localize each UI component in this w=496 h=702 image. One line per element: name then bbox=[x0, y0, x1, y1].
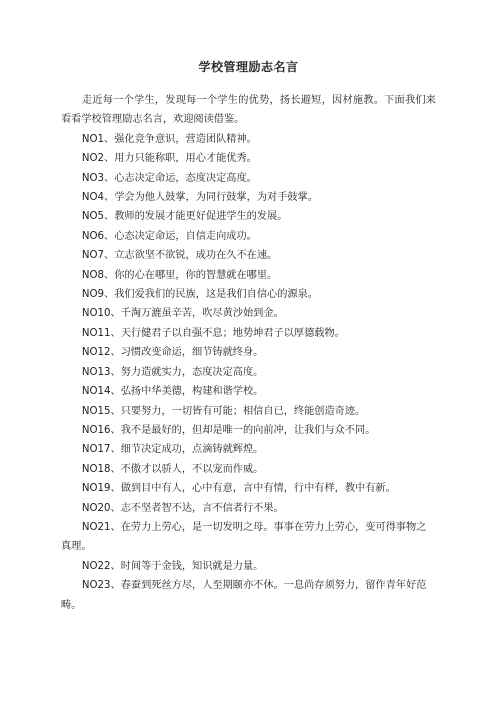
quote-item: NO8、你的心在哪里，你的智慧就在哪里。 bbox=[81, 269, 278, 281]
quote-item: NO4、学会为他人鼓掌，为同行鼓掌，为对手鼓掌。 bbox=[81, 192, 318, 204]
quote-item: NO3、心志决定命运，态度决定高度。 bbox=[81, 172, 257, 184]
quote-item: NO14、弘扬中华美德，构建和谐学校。 bbox=[81, 386, 264, 398]
document-title: 学校管理励志名言 bbox=[198, 60, 299, 74]
quote-item: NO22、时间等于金钱，知识就是力量。 bbox=[81, 560, 264, 572]
quote-item: NO5、教师的发展才能更好促进学生的发展。 bbox=[81, 211, 288, 223]
quote-item: NO20、志不坚者智不达，言不信者行不果。 bbox=[81, 502, 284, 514]
quote-item: NO13、努力造就实力，态度决定高度。 bbox=[81, 366, 264, 378]
quote-item: NO19、做到目中有人，心中有意，言中有情，行中有样，教中有新。 bbox=[81, 483, 396, 495]
quote-item: NO7、立志欲坚不欲锐，成功在久不在速。 bbox=[81, 250, 278, 262]
quote-item: NO12、习惯改变命运，细节铸就终身。 bbox=[81, 347, 264, 359]
quote-item: NO2、用力只能称职，用心才能优秀。 bbox=[81, 153, 257, 165]
quote-list bbox=[61, 130, 436, 615]
quote-item: NO9、我们爱我们的民族，这是我们自信心的源泉。 bbox=[81, 289, 318, 301]
quote-item: NO23、春蚕到死丝方尽，人至期颐亦不休。一息尚存须努力，留作青年好范畴。 bbox=[61, 580, 427, 611]
intro-paragraph: 走近每一个学生，发现每一个学生的优势，扬长避短，因材施教。下面我们来看看学校管理励志名言，欢迎阅读借鉴。 bbox=[61, 95, 436, 126]
quote-item: NO11、天行健君子以自强不息；地势坤君子以厚德载物。 bbox=[81, 327, 345, 339]
quote-item: NO21、在劳力上劳心，是一切发明之母。事事在劳力上劳心，变可得事物之真理。 bbox=[61, 521, 427, 553]
quote-item: NO16、我不是最好的，但却是唯一的向前冲，让我们与众不同。 bbox=[81, 424, 376, 436]
quote-item: NO18、不傲才以骄人，不以宠而作威。 bbox=[81, 463, 264, 475]
quote-item: NO17、细节决定成功，点滴铸就辉煌。 bbox=[81, 444, 264, 456]
quote-item: NO15、只要努力，一切皆有可能；相信自已，终能创造奇迹。 bbox=[81, 405, 366, 417]
quote-item: NO6、心态决定命运，自信走向成功。 bbox=[81, 230, 257, 242]
quote-item: NO10、千淘万漉虽辛苦，吹尽黄沙始到金。 bbox=[81, 308, 284, 320]
quote-item: NO1、强化竞争意识，营造团队精神。 bbox=[81, 133, 257, 145]
